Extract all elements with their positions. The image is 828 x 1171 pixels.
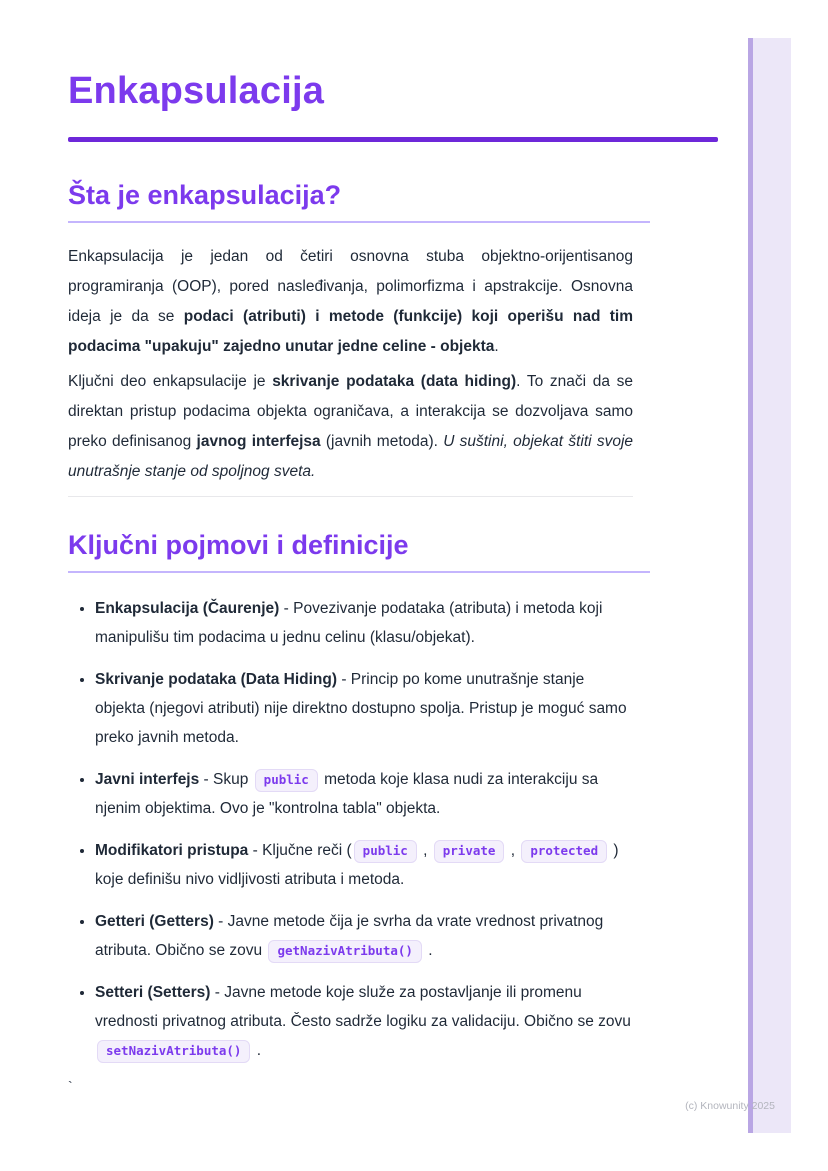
- text-run: - Povezivanje podataka (atributa) i metoda koji manipulišu tim podacima u jednu celinu (klasu/objekat).: [95, 600, 603, 646]
- inline-code-chip: getNazivAtributa(): [268, 940, 421, 963]
- paragraph: [68, 367, 633, 487]
- title-rule: [68, 137, 718, 142]
- text-run: metoda koje klasa nudi za interakciju sa njenim objektima. Ovo je "kontrolna tabla" objekta.: [95, 771, 599, 817]
- section-what-is-encapsulation: [68, 180, 718, 487]
- paragraph: [68, 242, 633, 362]
- text-run: .: [252, 1042, 262, 1059]
- text-run: - Javne metode koje služe za postavljanje ili promenu vrednosti privatnog atributa. Često sadrže logiku za validaciju. Obično se zovu: [95, 984, 631, 1030]
- list-item: [95, 665, 633, 752]
- list-item: [95, 978, 633, 1065]
- list-item: [95, 765, 633, 823]
- bold-text: Setteri (Setters): [95, 984, 211, 1001]
- inline-code-chip: protected: [521, 840, 607, 863]
- text-run: . To znači da se direktan pristup podacima objekta ograničava, a interakcija se dozvoljava samo preko definisanog: [68, 373, 634, 450]
- list-item: [95, 836, 633, 894]
- bold-text: Javni interfejs: [95, 771, 200, 788]
- stray-backtick: `: [68, 1078, 73, 1094]
- bold-text: javnog interfejsa: [196, 433, 321, 450]
- right-margin-strip-fill: [753, 38, 791, 1133]
- text-run: (javnih metoda).: [320, 433, 444, 450]
- text-run: - Skup: [199, 771, 253, 788]
- list-item: [95, 907, 633, 965]
- text-run: ) koje definišu nivo vidljivosti atributa i metoda.: [95, 842, 619, 888]
- bold-text: skrivanje podataka (data hiding): [272, 373, 517, 390]
- text-run: Ključni deo enkapsulacije je: [68, 373, 273, 390]
- bold-text: Modifikatori pristupa: [95, 842, 249, 859]
- text-run: .: [494, 338, 499, 355]
- text-run: ,: [506, 842, 520, 859]
- section-heading: Ključni pojmovi i definicije: [68, 530, 409, 560]
- page-title: Enkapsulacija: [68, 70, 325, 112]
- bold-text: Getteri (Getters): [95, 913, 214, 930]
- italic-text: U suštini, objekat štiti svoje unutrašnje stanje od spoljnog sveta.: [68, 433, 634, 480]
- text-run: - Princip po kome unutrašnje stanje objekta (njegovi atributi) nije direktno dostupno spolja. Pristup je moguć samo preko javnih metoda.: [95, 671, 627, 746]
- text-run: .: [423, 942, 433, 959]
- inline-code-chip: private: [434, 840, 505, 863]
- footer-copyright: (c) Knowunity 2025: [685, 1100, 775, 1112]
- section-key-terms: [68, 530, 718, 1065]
- heading-rule: [68, 221, 650, 223]
- text-run: - Javne metode čija je svrha da vrate vrednost privatnog atributa. Obično se zovu: [95, 913, 604, 959]
- section-divider: [68, 496, 633, 497]
- inline-code-chip: public: [255, 769, 318, 792]
- inline-code-chip: setNazivAtributa(): [97, 1040, 250, 1063]
- bold-text: Enkapsulacija (Čaurenje): [95, 600, 280, 617]
- text-run: - Ključne reči (: [248, 842, 352, 859]
- bold-text: Skrivanje podataka (Data Hiding): [95, 671, 338, 688]
- text-run: Enkapsulacija je jedan od četiri osnovna stuba objektno-orijentisanog programiranja (OOP), pored nasleđivanja, polimorfizma i apstrakcije. Osnovna ideja je da se: [68, 248, 633, 325]
- text-run: ,: [418, 842, 432, 859]
- bullet-list: [68, 594, 633, 1065]
- section-heading: Šta je enkapsulacija?: [68, 180, 342, 210]
- document-content: [68, 60, 718, 1094]
- bold-text: podaci (atributi) i metode (funkcije) koji operišu nad tim podacima "upakuju" zajedno unutar jedne celine - objekta: [68, 308, 633, 355]
- inline-code-chip: public: [354, 840, 417, 863]
- heading-rule: [68, 571, 650, 573]
- list-item: [95, 594, 633, 652]
